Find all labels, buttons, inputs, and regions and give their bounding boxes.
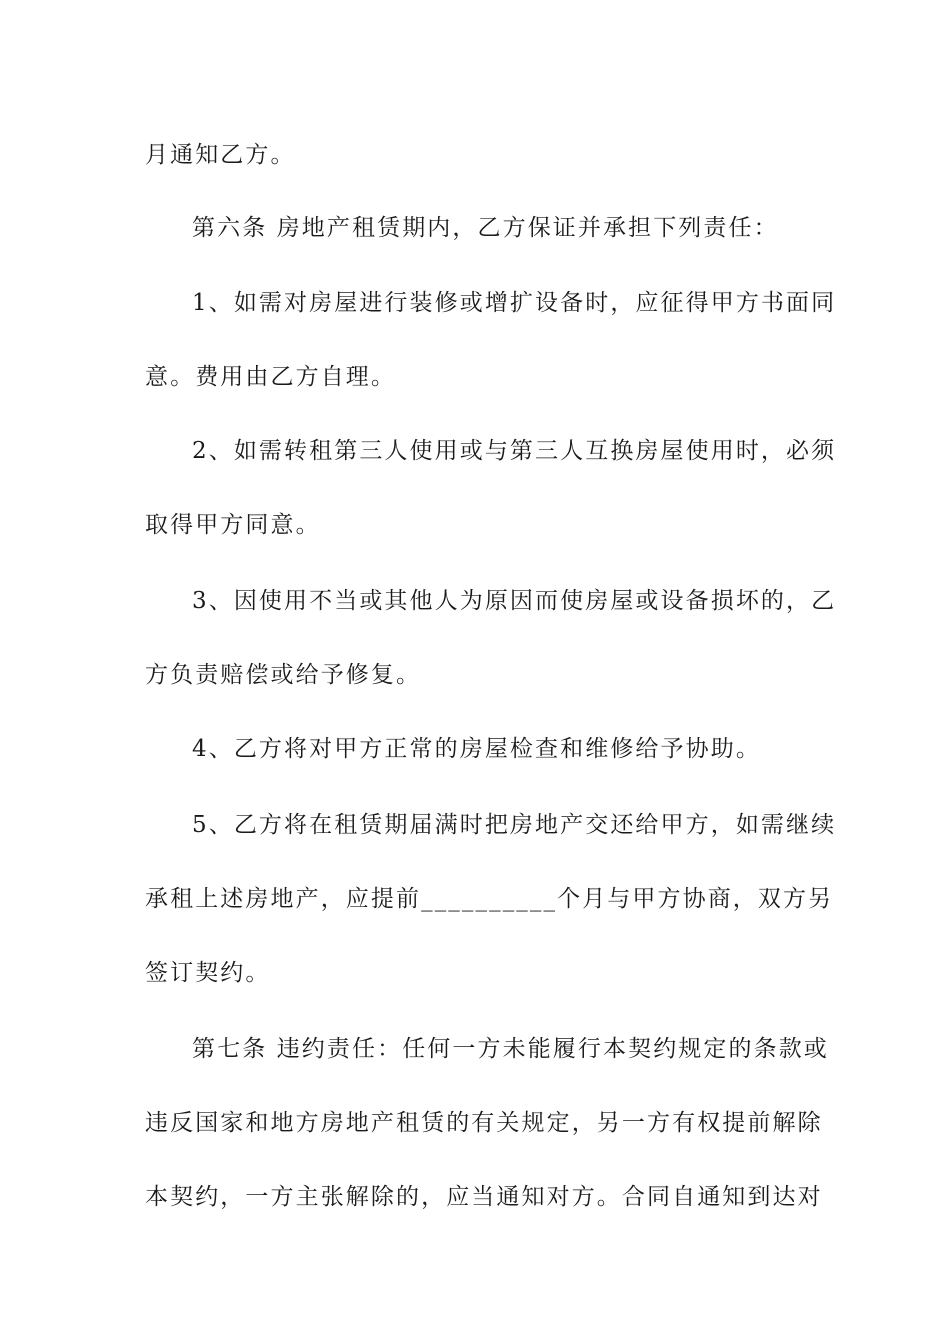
text-line: 1、如需对房屋进行装修或增扩设备时，应征得甲方书面同 (192, 290, 837, 316)
text-line: 意。费用由乙方自理。 (145, 364, 396, 390)
text-line: 月通知乙方。 (145, 142, 296, 168)
text-line: 违反国家和地方房地产租赁的有关规定，另一方有权提前解除 (145, 1110, 823, 1136)
text-line: 签订契约。 (145, 960, 271, 986)
clause-seven-heading: 第七条 违约责任：任何一方未能履行本契约规定的条款或 (192, 1036, 829, 1062)
text-line: 方负责赔偿或给予修复。 (145, 662, 422, 688)
text-line: 4、乙方将对甲方正常的房屋检查和维修给予协助。 (192, 736, 761, 762)
text-line: 3、因使用不当或其他人为原因而使房屋或设备损坏的，乙 (192, 588, 837, 614)
text-line: 5、乙方将在租赁期届满时把房地产交还给甲方，如需继续 (192, 812, 837, 838)
text-line: 2、如需转租第三人使用或与第三人互换房屋使用时，必须 (192, 438, 837, 464)
text-line-with-blank: 承租上述房地产，应提前__________个月与甲方协商，双方另 (145, 886, 834, 912)
clause-six-heading: 第六条 房地产租赁期内，乙方保证并承担下列责任： (192, 215, 779, 241)
text-line: 取得甲方同意。 (145, 512, 321, 538)
text-line: 本契约，一方主张解除的，应当通知对方。合同自通知到达对 (145, 1184, 823, 1210)
